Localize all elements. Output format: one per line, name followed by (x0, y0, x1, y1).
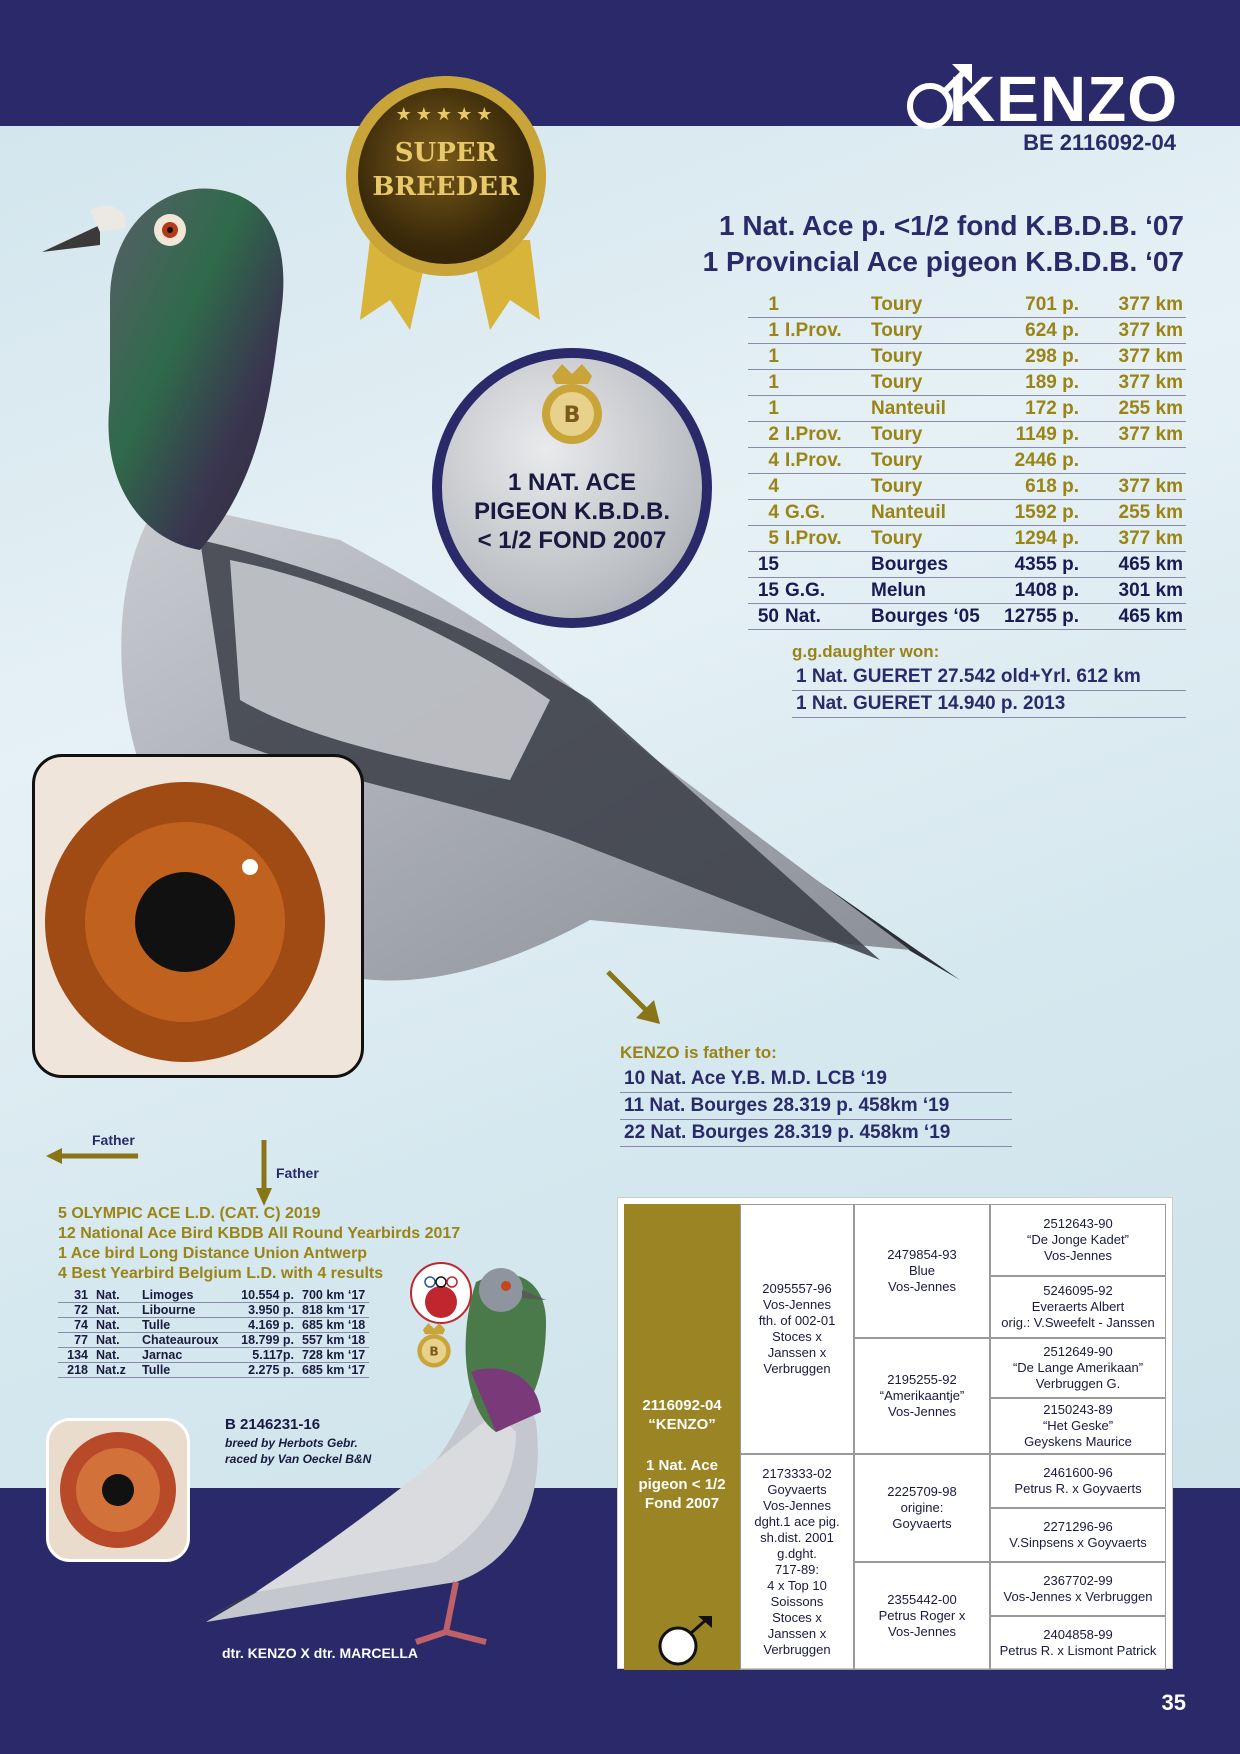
son-result-place: Tulle (138, 1363, 232, 1378)
headline-1: 1 Nat. Ace p. <1/2 fond K.B.D.B. ‘07 (719, 210, 1184, 241)
ggdaughter-results (792, 664, 1186, 718)
result-birds: 189 p. (986, 370, 1082, 396)
result-row (748, 578, 1186, 604)
result-place: Toury (868, 292, 986, 318)
result-place: Toury (868, 526, 986, 552)
pedigree-line: Goyvaerts (767, 1482, 827, 1497)
son-raced-by: raced by Van Oeckel B&N (225, 1452, 372, 1466)
pedigree-line: Petrus Roger x (878, 1608, 966, 1623)
result-birds: 4355 p. (986, 552, 1082, 578)
pedigree-line: Petrus R. x Lismont Patrick (999, 1643, 1157, 1658)
pedigree-line: Vos-Jennes (763, 1498, 831, 1513)
achievement-line: 5 OLYMPIC ACE L.D. (CAT. C) 2019 (58, 1205, 321, 1222)
result-dist: 255 km (1082, 396, 1186, 422)
result-pos: 50 (748, 604, 782, 630)
pedigree-line: “Het Geske” (1042, 1418, 1114, 1433)
son-result-cat: Nat. (92, 1303, 138, 1318)
result-cat (782, 344, 868, 370)
son-result-cat: Nat. (92, 1288, 138, 1303)
son-result-dist: 557 km ‘18 (298, 1333, 369, 1348)
pedigree-line: Stoces x (772, 1610, 822, 1625)
pedigree-cell-sds (990, 1338, 1166, 1398)
result-row (748, 474, 1186, 500)
result-row (748, 500, 1186, 526)
son-result-dist: 818 km ‘17 (298, 1303, 369, 1318)
result-birds: 298 p. (986, 344, 1082, 370)
son-result-birds: 18.799 p. (232, 1333, 298, 1348)
result-place: Toury (868, 474, 986, 500)
result-place: Nanteuil (868, 396, 986, 422)
result-pos: 15 (748, 552, 782, 578)
result-cat: I.Prov. (782, 422, 868, 448)
son-result-pos: 134 (58, 1348, 92, 1363)
pedigree-cell-sss (990, 1204, 1166, 1276)
pedigree-line: Vos-Jennes (888, 1279, 956, 1294)
result-row (748, 318, 1186, 344)
page-number: 35 (1161, 1690, 1186, 1715)
result-place: Toury (868, 370, 986, 396)
pedigree-line: Verbruggen G. (1035, 1376, 1121, 1391)
pedigree-line: Vos-Jennes (763, 1297, 831, 1312)
pedigree-subject-ring: 2116092-04 (642, 1397, 722, 1414)
result-pos: 5 (748, 526, 782, 552)
son-result-pos: 77 (58, 1333, 92, 1348)
result-place: Toury (868, 422, 986, 448)
result-place: Nanteuil (868, 500, 986, 526)
result-birds: 12755 p. (986, 604, 1082, 630)
result-pos: 4 (748, 500, 782, 526)
result-place: Melun (868, 578, 986, 604)
pedigree-subject-title: Fond 2007 (644, 1495, 720, 1512)
pedigree-line: 2225709-98 (887, 1484, 957, 1499)
medal-stars-icon: ★★★★★ (395, 104, 497, 124)
pedigree-cell-dss (990, 1454, 1166, 1508)
result-cat: I.Prov. (782, 526, 868, 552)
pedigree-line: fth. of 002-01 (758, 1313, 836, 1328)
son-result-dist: 728 km ‘17 (298, 1348, 369, 1363)
son-result-pos: 72 (58, 1303, 92, 1318)
achievement-line: 1 Ace bird Long Distance Union Antwerp (58, 1245, 368, 1262)
pedigree-cell-dsd (990, 1508, 1166, 1562)
son-result-dist: 685 km ‘17 (298, 1363, 369, 1378)
son-result-place: Chateauroux (138, 1333, 232, 1348)
pedigree-line: 2404858-99 (1043, 1627, 1113, 1642)
result-birds: 2446 p. (986, 448, 1082, 474)
result-place: Bourges (868, 552, 986, 578)
pedigree-line: 2461600-96 (1043, 1465, 1113, 1480)
pedigree-cell-sire (740, 1204, 854, 1454)
pedigree-line: Vos-Jennes (888, 1624, 956, 1639)
pedigree-line: Vos-Jennes (1044, 1248, 1112, 1263)
result-birds: 624 p. (986, 318, 1082, 344)
medal-line-1: SUPER (394, 138, 498, 168)
son-result-pos: 74 (58, 1318, 92, 1333)
pedigree-line: g.dght. (777, 1546, 817, 1561)
pedigree-line: Janssen x (767, 1345, 827, 1360)
result-birds: 1408 p. (986, 578, 1082, 604)
pedigree-line: “De Lange Amerikaan” (1012, 1360, 1144, 1375)
pedigree-line: 2367702-99 (1043, 1573, 1113, 1588)
son-result-cat: Nat. (92, 1348, 138, 1363)
result-birds: 1149 p. (986, 422, 1082, 448)
result-pos: 4 (748, 448, 782, 474)
pedigree-line: orig.: V.Sweefelt - Janssen (1001, 1315, 1155, 1330)
result-place: Toury (868, 448, 986, 474)
badge-line-1: 1 NAT. ACE (507, 469, 636, 496)
male-circle-icon (656, 1614, 716, 1668)
pedigree-line: V.Sinpsens x Goyvaerts (1009, 1535, 1147, 1550)
pedigree-line: Petrus R. x Goyvaerts (1014, 1481, 1142, 1496)
son-result-cat: Nat.z (92, 1363, 138, 1378)
pedigree-line: 2479854-93 (887, 1247, 957, 1262)
result-cat (782, 292, 868, 318)
result-birds: 618 p. (986, 474, 1082, 500)
result-pos: 4 (748, 474, 782, 500)
son-pigeon-photo (196, 1262, 616, 1662)
son-result-dist: 700 km ‘17 (298, 1288, 369, 1303)
father-left-label: Father (92, 1132, 135, 1148)
result-dist: 377 km (1082, 526, 1186, 552)
pedigree-line: 717-89: (774, 1562, 820, 1577)
result-row (748, 526, 1186, 552)
ggdaughter-line: 1 Nat. GUERET 14.940 p. 2013 (792, 691, 1186, 718)
son-result-place: Limoges (138, 1288, 232, 1303)
pedigree-line: Everaerts Albert (1031, 1299, 1125, 1314)
son-bred-by: breed by Herbots Gebr. (225, 1436, 358, 1450)
result-cat (782, 396, 868, 422)
pedigree-line: 2355442-00 (887, 1592, 957, 1607)
result-pos: 15 (748, 578, 782, 604)
pedigree-line: dght.1 ace pig. (754, 1514, 840, 1529)
medal-line-2: BREEDER (372, 172, 520, 202)
pedigree-cell-ssd (990, 1276, 1166, 1338)
pedigree-cell-sdd (990, 1398, 1166, 1454)
result-pos: 1 (748, 318, 782, 344)
pedigree-line: Verbruggen (763, 1642, 831, 1657)
badge-text (432, 468, 712, 555)
result-row (748, 396, 1186, 422)
result-birds: 1592 p. (986, 500, 1082, 526)
son-ring-number: B 2146231-16 (225, 1416, 321, 1433)
result-cat: G.G. (782, 500, 868, 526)
ggdaughter-line: 1 Nat. GUERET 27.542 old+Yrl. 612 km (792, 664, 1186, 691)
arrow-down-right-icon (604, 968, 664, 1028)
pedigree-cell-sd (854, 1338, 990, 1454)
svg-text:B: B (429, 1344, 439, 1359)
eye-closeup-photo (32, 754, 364, 1078)
son-result-dist: 685 km ‘18 (298, 1318, 369, 1333)
son-result-place: Libourne (138, 1303, 232, 1318)
result-cat: Nat. (782, 604, 868, 630)
pedigree-cell-ddd (990, 1616, 1166, 1670)
pedigree-line: 2271296-96 (1043, 1519, 1113, 1534)
result-dist: 465 km (1082, 604, 1186, 630)
arrow-left-icon (46, 1146, 138, 1166)
pedigree-line: sh.dist. 2001 (760, 1530, 834, 1545)
result-row (748, 448, 1186, 474)
pedigree-line: Janssen x (767, 1626, 827, 1641)
result-place: Bourges ‘05 (868, 604, 986, 630)
father-to-line: 10 Nat. Ace Y.B. M.D. LCB ‘19 (620, 1066, 1012, 1093)
result-dist: 465 km (1082, 552, 1186, 578)
pedigree-line: Geyskens Maurice (1024, 1434, 1132, 1449)
pedigree-cell-dds (990, 1562, 1166, 1616)
father-to-line: 11 Nat. Bourges 28.319 p. 458km ‘19 (620, 1093, 1012, 1120)
result-birds: 701 p. (986, 292, 1082, 318)
result-place: Toury (868, 344, 986, 370)
son-result-place: Jarnac (138, 1348, 232, 1363)
son-result-pos: 218 (58, 1363, 92, 1378)
father-to-line: 22 Nat. Bourges 28.319 p. 458km ‘19 (620, 1120, 1012, 1147)
pedigree-line: Vos-Jennes x Verbruggen (1003, 1589, 1153, 1604)
son-result-cat: Nat. (92, 1318, 138, 1333)
achievement-line: 12 National Ace Bird KBDB All Round Yearbirds 2017 (58, 1225, 461, 1242)
pedigree-line: 2173333-02 (762, 1466, 832, 1481)
father-to-list (620, 1066, 1012, 1147)
pedigree-subject-name: “KENZO” (648, 1416, 716, 1433)
kbdb-logo-icon (536, 362, 608, 452)
pedigree-line: Goyvaerts (892, 1516, 952, 1531)
result-row (748, 422, 1186, 448)
result-cat: I.Prov. (782, 448, 868, 474)
father-to-title: KENZO is father to: (620, 1043, 777, 1062)
result-dist: 377 km (1082, 422, 1186, 448)
ggdaughter-title: g.g.daughter won: (792, 642, 940, 661)
pedigree-cell-dam (740, 1454, 854, 1670)
result-dist: 255 km (1082, 500, 1186, 526)
result-dist: 377 km (1082, 318, 1186, 344)
result-pos: 1 (748, 370, 782, 396)
son-eye-photo (46, 1418, 190, 1562)
son-caption: dtr. KENZO X dtr. MARCELLA (222, 1645, 418, 1661)
pedigree-line: 2150243-89 (1043, 1402, 1113, 1417)
result-cat (782, 474, 868, 500)
son-result-birds: 4.169 p. (232, 1318, 298, 1333)
pedigree-line: 2095557-96 (762, 1281, 832, 1296)
pedigree-line: 5246095-92 (1043, 1283, 1113, 1298)
result-row (748, 604, 1186, 630)
son-result-birds: 2.275 p. (232, 1363, 298, 1378)
result-dist: 377 km (1082, 344, 1186, 370)
pedigree-line: 4 x Top 10 (767, 1578, 827, 1593)
pedigree-line: 2195255-92 (887, 1372, 957, 1387)
son-result-birds: 3.950 p. (232, 1303, 298, 1318)
pedigree-line: origine: (900, 1500, 944, 1515)
result-pos: 1 (748, 344, 782, 370)
svg-text:B: B (563, 403, 581, 428)
result-row (748, 370, 1186, 396)
result-birds: 1294 p. (986, 526, 1082, 552)
result-pos: 2 (748, 422, 782, 448)
son-result-pos: 31 (58, 1288, 92, 1303)
result-birds: 172 p. (986, 396, 1082, 422)
pedigree-subject-panel (624, 1204, 740, 1670)
pedigree-line: 2512643-90 (1043, 1216, 1113, 1231)
pedigree-subject-title: 1 Nat. Ace (646, 1457, 718, 1474)
pedigree-cell-dd (854, 1562, 990, 1670)
result-dist: 377 km (1082, 292, 1186, 318)
result-cat: G.G. (782, 578, 868, 604)
pedigree-line: Blue (908, 1263, 936, 1278)
pedigree-line: Vos-Jennes (888, 1404, 956, 1419)
result-dist: 377 km (1082, 370, 1186, 396)
headline-2: 1 Provincial Ace pigeon K.B.D.B. ‘07 (702, 246, 1184, 277)
arrow-down-icon (254, 1140, 274, 1206)
medal-text (346, 136, 546, 204)
son-result-birds: 10.554 p. (232, 1288, 298, 1303)
son-result-cat: Nat. (92, 1333, 138, 1348)
pedigree-line: Verbruggen (763, 1361, 831, 1376)
pigeon-name: KENZO (949, 63, 1178, 135)
pedigree-line: “Amerikaantje” (879, 1388, 965, 1403)
achievement-line: 4 Best Yearbird Belgium L.D. with 4 results (58, 1265, 384, 1282)
pedigree-line: Stoces x (772, 1329, 822, 1344)
result-cat (782, 552, 868, 578)
father-down-label: Father (276, 1165, 319, 1181)
result-cat: I.Prov. (782, 318, 868, 344)
result-pos: 1 (748, 396, 782, 422)
pedigree-cell-ss (854, 1204, 990, 1338)
result-place: Toury (868, 318, 986, 344)
pedigree-line: “De Jonge Kadet” (1027, 1232, 1129, 1247)
result-row (748, 344, 1186, 370)
result-pos: 1 (748, 292, 782, 318)
result-cat (782, 370, 868, 396)
ring-number: BE 2116092-04 (1023, 130, 1176, 155)
pedigree-subject-title: pigeon < 1/2 (638, 1476, 726, 1493)
son-result-place: Tulle (138, 1318, 232, 1333)
pedigree-line: Soissons (770, 1594, 824, 1609)
son-result-birds: 5.117p. (232, 1348, 298, 1363)
result-dist: 301 km (1082, 578, 1186, 604)
badge-line-2: PIGEON K.B.D.B. (473, 498, 671, 525)
badge-line-3: < 1/2 FOND 2007 (477, 527, 667, 554)
results-table (748, 292, 1186, 630)
result-dist: 377 km (1082, 474, 1186, 500)
result-dist (1082, 448, 1186, 474)
result-row (748, 292, 1186, 318)
result-row (748, 552, 1186, 578)
pedigree-line: 2512649-90 (1043, 1344, 1113, 1359)
pedigree-cell-ds (854, 1454, 990, 1562)
